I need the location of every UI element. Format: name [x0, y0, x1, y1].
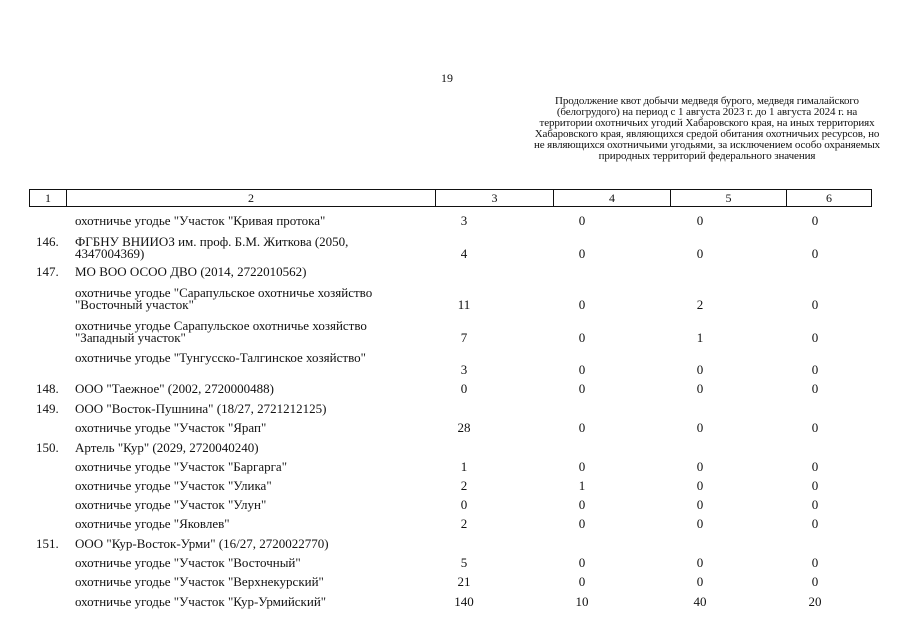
row-value-col-3: 11 — [457, 297, 471, 312]
row-value-col-4: 0 — [578, 297, 586, 312]
continuation-note: Продолжение квот добычи медведя бурого, медведя гималайского (белогрудого) на период с 1 августа 2023 г. до 1 августа 2024 г. на территории охотничьих угодий Хабаровского края, на иных территориях Хабаровского края, являющихся средой обитания охотничьих ресурсов, но не являющихся охотничьими угодьями, за исключением особо охраняемых природных территорий федерального значения — [533, 95, 881, 162]
row-name: охотничье угодье "Участок "Баргарга" — [75, 459, 288, 474]
row-name: охотничье угодье "Яковлев" — [75, 516, 230, 531]
page-number: 19 — [441, 71, 453, 85]
row-name: охотничье угодье "Участок "Кривая протока" — [75, 213, 326, 228]
row-value-col-5: 0 — [696, 555, 704, 570]
row-value-col-6: 0 — [811, 574, 819, 589]
row-value-col-6: 0 — [811, 213, 819, 228]
column-header-2: 2 — [66, 190, 435, 206]
row-value-col-5: 0 — [696, 459, 704, 474]
row-value-col-3: 0 — [460, 381, 468, 396]
column-header-1: 1 — [45, 191, 51, 205]
row-name: охотничье угодье Сарапульское охотничье хозяйство "Западный участок" — [75, 318, 367, 345]
row-number: 151. — [36, 536, 59, 551]
row-name: ООО "Таежное" (2002, 2720000488) — [75, 381, 274, 396]
row-value-col-6: 0 — [811, 497, 819, 512]
row-value-col-3: 2 — [460, 478, 468, 493]
row-name: охотничье угодье "Участок "Улика" — [75, 478, 272, 493]
row-value-col-3: 1 — [460, 459, 468, 474]
row-name: охотничье угодье "Участок "Улун" — [75, 497, 267, 512]
row-name: ООО "Кур-Восток-Урми" (16/27, 2720022770) — [75, 536, 329, 551]
row-value-col-5: 0 — [696, 420, 704, 435]
row-value-col-5: 0 — [696, 478, 704, 493]
row-name: охотничье угодье "Участок "Восточный" — [75, 555, 301, 570]
row-value-col-6: 0 — [811, 459, 819, 474]
row-value-col-6: 0 — [811, 555, 819, 570]
row-number: 150. — [36, 440, 59, 455]
row-value-col-5: 0 — [696, 497, 704, 512]
row-value-col-5: 1 — [696, 330, 704, 345]
row-value-col-4: 0 — [578, 459, 586, 474]
row-name: охотничье угодье "Участок "Верхнекурский" — [75, 574, 324, 589]
row-name: охотничье угодье "Тунгусско-Талгинское хозяйство" — [75, 350, 366, 365]
row-name: ООО "Восток-Пушнина" (18/27, 2721212125) — [75, 401, 327, 416]
row-value-col-3: 3 — [460, 362, 468, 377]
row-value-col-4: 0 — [578, 574, 586, 589]
row-name: охотничье угодье "Сарапульское охотничье хозяйство "Восточный участок" — [75, 285, 373, 312]
row-value-col-3: 28 — [457, 420, 471, 435]
row-value-col-5: 0 — [696, 516, 704, 531]
column-header-4: 4 — [553, 190, 670, 206]
row-value-col-6: 0 — [811, 297, 819, 312]
row-value-col-5: 40 — [693, 594, 707, 609]
row-name: Артель "Кур" (2029, 2720040240) — [75, 440, 259, 455]
row-name: ФГБНУ ВНИИОЗ им. проф. Б.М. Житкова (2050, 4347004369) — [75, 234, 349, 261]
row-number: 147. — [36, 264, 59, 279]
row-value-col-5: 0 — [696, 213, 704, 228]
row-value-col-3: 7 — [460, 330, 468, 345]
row-value-col-4: 0 — [578, 213, 586, 228]
column-header-3: 3 — [435, 190, 553, 206]
row-value-col-5: 0 — [696, 574, 704, 589]
row-value-col-6: 20 — [808, 594, 822, 609]
row-value-col-3: 2 — [460, 516, 468, 531]
row-name: охотничье угодье "Участок "Кур-Урмийский" — [75, 594, 327, 609]
row-value-col-4: 10 — [575, 594, 589, 609]
column-header-5: 5 — [670, 190, 786, 206]
row-value-col-6: 0 — [811, 362, 819, 377]
row-value-col-5: 0 — [696, 381, 704, 396]
row-value-col-4: 0 — [578, 497, 586, 512]
row-value-col-3: 4 — [460, 246, 468, 261]
row-value-col-4: 0 — [578, 246, 586, 261]
row-number: 148. — [36, 381, 59, 396]
row-value-col-3: 0 — [460, 497, 468, 512]
row-value-col-4: 0 — [578, 420, 586, 435]
row-value-col-4: 1 — [578, 478, 586, 493]
row-value-col-5: 0 — [696, 246, 704, 261]
row-value-col-3: 21 — [457, 574, 471, 589]
row-value-col-4: 0 — [578, 381, 586, 396]
row-value-col-3: 5 — [460, 555, 468, 570]
row-value-col-5: 2 — [696, 297, 704, 312]
row-value-col-6: 0 — [811, 246, 819, 261]
row-value-col-6: 0 — [811, 330, 819, 345]
row-value-col-3: 3 — [460, 213, 468, 228]
row-value-col-3: 140 — [454, 594, 474, 609]
row-value-col-4: 0 — [578, 362, 586, 377]
row-value-col-4: 0 — [578, 516, 586, 531]
table-header-row — [29, 189, 872, 207]
column-header-6: 6 — [786, 190, 871, 206]
row-number: 149. — [36, 401, 59, 416]
row-value-col-4: 0 — [578, 330, 586, 345]
row-value-col-6: 0 — [811, 381, 819, 396]
row-value-col-6: 0 — [811, 420, 819, 435]
row-value-col-6: 0 — [811, 478, 819, 493]
row-name: охотничье угодье "Участок "Ярап" — [75, 420, 267, 435]
row-number: 146. — [36, 234, 59, 249]
row-name: МО ВОО ОСОО ДВО (2014, 2722010562) — [75, 264, 307, 279]
row-value-col-4: 0 — [578, 555, 586, 570]
row-value-col-6: 0 — [811, 516, 819, 531]
row-value-col-5: 0 — [696, 362, 704, 377]
